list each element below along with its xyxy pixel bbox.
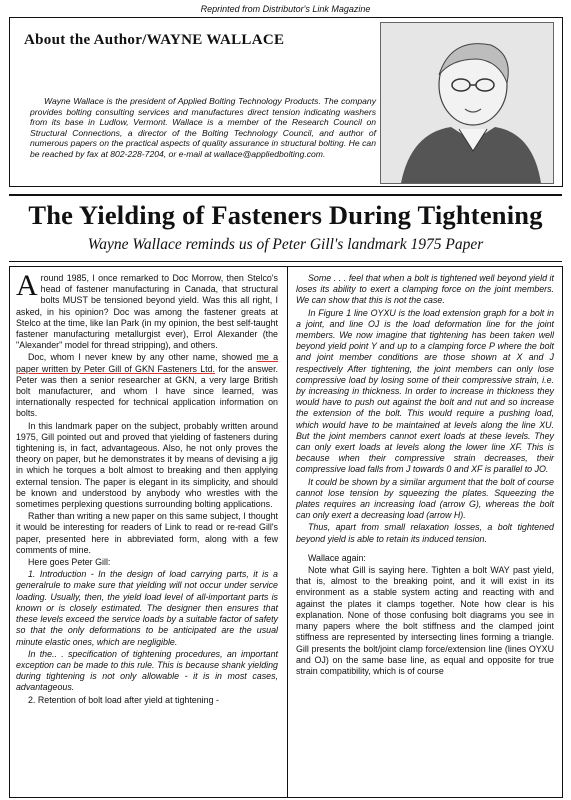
paragraph: Note what Gill is saying here. Tighten a bolt WAY past yield, that is, almost to the breaking point, and it will exist in its environment as a stable system acting and reacting with and against the plates it clamps together. Note how clear is his explanation. None of those confusing bolt diagrams you see in many papers where the bolt stiffness and the clamped joint stiffness are represented by intersecting lines forming a triangle. Gill presents the bolt/joint clamp force/extension line (lines OYXU and OJ) on the same base line, as equal and opposite for true strain compatibility, which is of course — [296, 565, 554, 676]
subhead-rule — [9, 261, 562, 262]
paragraph-text: Doc, whom I never knew by any other name, showed — [28, 352, 257, 363]
author-bio: Wayne Wallace is the president of Applied Bolting Technology Products. The company provides bolting consulting services and manufactures direct tension indicating washers from its base in Ludlow, Vermont. Wallace is a member of the Research Council on Structural Connections, a director of the Bolting Technology Council, and author of numerous papers on the practical aspects of quality assurance in structural bolting. He can be reached by fax at 802-228-7204, or e-mail at wallace@appliedbolting.com. — [30, 96, 376, 159]
paragraph: Here goes Peter Gill: — [28, 557, 111, 568]
paragraph-text: round 1985, I once remarked to Doc Morrow, then Stelco's head of fastener manufacturing in Canada, that structural bolts MUST be tensioned beyond yield. Was this all right, I asked, in his opinion? Doc was among the fastener greats at Stelco at the time, like Ian Park (in my opinion, the best self-taught fastener manufacturing metallurgist ever), Errol Alexander (the "Alexander" model for thread stripping), and others. — [16, 273, 278, 351]
author-portrait-photo — [380, 22, 554, 184]
article-headline: The Yielding of Fasteners During Tightening — [28, 200, 543, 230]
article-body — [9, 266, 563, 798]
paragraph: 2. Retention of bolt load after yield at tightening - — [28, 694, 219, 705]
paragraph: Thus, apart from small relaxation losses, a bolt tightened beyond yield is able to retain its induced tension. — [296, 522, 554, 544]
article-subhead: Wayne Wallace reminds us of Peter Gill's landmark 1975 Paper — [87, 236, 484, 253]
paragraph: Wallace again: — [308, 552, 366, 563]
left-column — [16, 269, 279, 707]
reprint-credit: Reprinted from Distributor's Link Magazine — [200, 4, 371, 14]
paragraph — [16, 269, 278, 351]
paragraph: In this landmark paper on the subject, probably written around 1975, Gill pointed out and proved that yielding of fasteners during tightening is, in fact, advantageous. Also, he not only proves the theory on paper, but he demonstrates it by means of devising a jig in which he torques a bolt almost to breaking and then applying external tension. The paper is elegant in its simplicity, and should be known and understood by anybody who wrestles with the sometimes perplexing questions surrounding bolting applications. — [16, 420, 278, 510]
paragraph-text: for the answer. Peter was then a senior researcher at GKN, a very large British bolt manufacturer, and whom I have since learned, was internationally respected for technical application information on bolts. — [16, 363, 278, 419]
right-column — [296, 273, 554, 678]
paragraph: 1. Introduction - In the design of load carrying parts, it is a generalrule to make sure that yielding will not occur under service loading. Usually, then, the yield load level of all-important parts is known or is closely estimated. The designer then ensures that these levels exceed the service loads by a suitable factor of safety so that the only deformations to be anticipated are the usual minute elastic ones, which are negligible. — [16, 569, 278, 647]
column-divider — [287, 267, 288, 797]
author-box — [9, 17, 563, 187]
paragraph: It could be shown by a similar argument that the bolt of course cannot lose tension by squeezing the plates. Squeezing the plates requires an increasing load (arrow G), whereas the bolt can only exert a decreasing load (arrow H). — [296, 476, 554, 521]
paragraph: In the.. . specification of tightening procedures, an important exception can be made to this rule. This is because shank yielding during tightening is not only allowable - it is in most cases, advantageous. — [16, 648, 278, 693]
drop-cap: A — [16, 269, 38, 302]
paragraph — [16, 352, 278, 419]
paragraph: Some . . . feel that when a bolt is tightened well beyond yield it loses its ability to exert a clamping force on the joint members. We can show that this is not the case. — [296, 273, 554, 306]
header-rule — [9, 194, 562, 196]
portrait-illustration — [381, 23, 553, 183]
highlighted-text: me a paper written by Peter Gill of GKN Fasteners Ltd. — [16, 352, 279, 374]
paragraph: Rather than writing a new paper on this same subject, I thought it would be interesting for readers of Link to read or re-read Gill's paper, presented here in abbreviated form, along with a few comments of mine. — [16, 511, 278, 555]
author-title: About the Author/WAYNE WALLACE — [24, 32, 285, 48]
paragraph: In Figure 1 line OYXU is the load extension graph for a bolt in a joint, and line OJ is the load deformation line for the joint members. We now imagine that tightening has been taken well beyond yield point Y and up to a clamping force P where the bolt and joint member conditions are those shown at X and J respectively After tightening, the joint members can only lose compressive load by losing some of their compressive strain, i.e. by increasing in thickness. In order to increase in thickness they would have to push out against the bolt and nut and so increase the extension of the bolt. This would require a pushing load, which would have to be maintained at levels along the line XU. But the joint members cannot exert loads at these levels. They can only exert loads at levels along the lower line XF. This is because when their compressive strain decreases, their compressive load falls from J towards 0 and XF is parallel to JO. — [296, 307, 554, 475]
